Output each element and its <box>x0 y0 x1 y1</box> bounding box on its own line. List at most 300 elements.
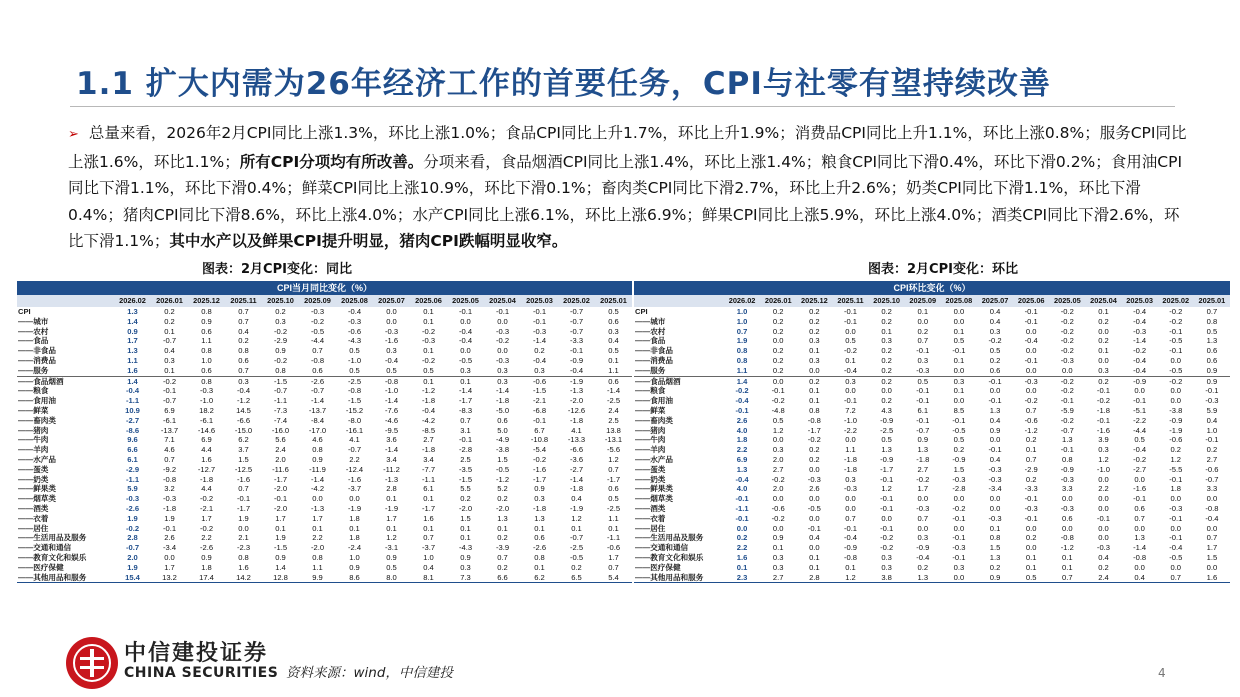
table-cell: 0.3 <box>941 376 977 386</box>
table-cell: 2.7 <box>423 435 434 445</box>
table-cell: -0.4 <box>421 405 436 415</box>
table-cell: 0.4 <box>989 307 1001 316</box>
table-cell: -2.8 <box>952 484 966 494</box>
table-cell: 5.2 <box>497 484 508 494</box>
table-cell: 0.2 <box>796 376 832 386</box>
table-cell: -0.3 <box>384 326 399 336</box>
table-cell: -0.1 <box>952 533 966 543</box>
table-row <box>17 455 632 465</box>
table-cell: 0.0 <box>953 316 965 326</box>
row-label: ——鲜果类 <box>635 484 673 494</box>
table-cell: 3.7 <box>238 445 249 455</box>
table-cell: 0.3 <box>1098 445 1109 455</box>
table-cell: 1.5 <box>460 513 471 523</box>
table-cell: -0.9 <box>952 454 966 464</box>
table-cell: 1.5 <box>953 464 965 474</box>
table-cell: -0.1 <box>162 386 177 396</box>
table-cell: -0.3 <box>125 494 140 504</box>
row-label: ——食品 <box>18 336 49 346</box>
table-cell: -0.2 <box>1049 376 1085 386</box>
table-cell: -0.7 <box>162 336 177 346</box>
row-label: ——畜肉类 <box>18 415 56 425</box>
table-cell: 1.3 <box>1134 533 1145 543</box>
table-cell: 0.0 <box>1062 365 1073 375</box>
table-cell: -2.6 <box>125 503 140 513</box>
table-cell: 2.1 <box>238 533 249 543</box>
table-cell: -0.8 <box>373 376 410 386</box>
table-cell: -0.1 <box>735 494 749 504</box>
table-cell: 1.9 <box>736 336 748 346</box>
column-header: 2025.09 <box>299 295 336 307</box>
table-cell: 2.2 <box>201 533 212 543</box>
table-cell: 3.1 <box>460 425 471 435</box>
table-cell: -0.2 <box>1133 346 1147 356</box>
table-cell: 4.1 <box>571 425 582 435</box>
table-cell: 1.6 <box>201 454 212 464</box>
table-cell: 4.4 <box>201 445 212 455</box>
table-cell: 1.1 <box>608 513 619 523</box>
column-header: 2025.03 <box>521 295 558 307</box>
table-cell: -1.8 <box>916 454 930 464</box>
table-row <box>17 317 632 327</box>
table-cell: -0.4 <box>236 386 251 396</box>
table-cell: 0.0 <box>1098 494 1109 504</box>
table-cell: 1.8 <box>736 435 748 445</box>
table-cell: -0.6 <box>521 376 558 386</box>
table-cell: -0.3 <box>495 355 510 365</box>
table-cell: -0.2 <box>1060 336 1074 346</box>
table-cell: 1.7 <box>164 562 175 572</box>
right-table-caption: 图表：2月CPI变化：环比 <box>868 262 1018 277</box>
table-cell: -9.2 <box>162 464 177 474</box>
table-cell: -0.2 <box>1060 307 1074 316</box>
table-cell: 0.9 <box>1194 376 1230 386</box>
table-cell: -12.4 <box>345 464 364 474</box>
table-cell: -1.1 <box>421 474 436 484</box>
table-row <box>17 356 632 366</box>
table-cell: 6.1 <box>127 454 138 464</box>
table-cell: -0.2 <box>1060 386 1074 396</box>
table-cell: -1.2 <box>236 396 251 406</box>
table-cell: -0.1 <box>1060 396 1074 406</box>
table-cell: -8.4 <box>310 415 325 425</box>
table-cell: 1.3 <box>127 346 138 356</box>
table-cell: 0.2 <box>881 307 892 316</box>
table-cell: 6.5 <box>558 573 595 583</box>
table-cell: -2.1 <box>532 396 547 406</box>
table-cell: 4.3 <box>881 405 892 415</box>
table-cell: 0.1 <box>423 346 434 356</box>
table-cell: 0.6 <box>201 365 212 375</box>
table-cell: 1.9 <box>164 513 175 523</box>
table-cell: -0.3 <box>952 543 966 553</box>
table-cell: 2.2 <box>736 445 748 455</box>
table-cell: 0.0 <box>989 386 1001 396</box>
table-row <box>17 484 632 494</box>
table-cell: -1.7 <box>606 474 621 484</box>
table-cell: 0.8 <box>275 365 286 375</box>
table-cell: -4.9 <box>495 435 510 445</box>
table-cell: -1.4 <box>495 386 510 396</box>
table-cell: -0.1 <box>1096 386 1111 396</box>
table-row <box>634 346 1230 356</box>
table-cell: 0.2 <box>164 307 175 316</box>
table-cell: -2.5 <box>606 396 621 406</box>
table-cell: 0.2 <box>534 346 545 356</box>
table-cell: -3.8 <box>1169 405 1183 415</box>
table-cell: -0.1 <box>916 346 930 356</box>
table-cell: -2.1 <box>199 503 214 513</box>
table-cell: 2.6 <box>809 484 820 494</box>
table-cell: -2.0 <box>458 503 473 513</box>
table-cell: 0.5 <box>423 365 434 375</box>
table-cell: -0.5 <box>569 552 584 562</box>
table-cell: -1.9 <box>569 503 584 513</box>
table-row <box>17 346 632 356</box>
table-cell: 1.2 <box>1098 454 1109 464</box>
row-label: ——蛋类 <box>18 464 49 474</box>
table-cell: -2.3 <box>236 543 251 553</box>
table-cell: 0.0 <box>497 316 508 326</box>
table-cell: 0.1 <box>809 396 820 406</box>
table-cell: 0.8 <box>736 355 748 365</box>
table-cell: -0.4 <box>916 552 930 562</box>
table-cell: 0.2 <box>164 316 175 326</box>
row-label: ——鲜菜 <box>18 405 49 415</box>
table-cell: 1.3 <box>736 464 748 474</box>
table-cell: 0.5 <box>608 307 619 316</box>
table-cell: 0.0 <box>386 307 397 316</box>
table-cell: 0.1 <box>423 494 434 504</box>
table-cell: 0.3 <box>275 316 286 326</box>
table-cell: 0.0 <box>736 523 748 533</box>
table-cell: -0.1 <box>1024 494 1038 504</box>
table-cell: -12.6 <box>567 405 586 415</box>
table-cell: 0.0 <box>1170 562 1182 572</box>
table-cell: -0.2 <box>880 533 894 543</box>
table-cell: -5.0 <box>495 405 510 415</box>
table-cell: -0.7 <box>569 316 584 326</box>
table-cell: -0.4 <box>1133 365 1147 375</box>
table-cell: 1.7 <box>917 484 929 494</box>
table-cell: 3.3 <box>1206 484 1218 494</box>
table-cell: 0.0 <box>989 435 1001 445</box>
table-cell: -2.8 <box>458 445 473 455</box>
table-cell: 5.0 <box>497 425 508 435</box>
table-cell: 0.2 <box>869 376 905 386</box>
row-label: ——畜肉类 <box>635 415 673 425</box>
table-cell: 0.0 <box>772 336 784 346</box>
table-cell: -1.9 <box>384 503 399 513</box>
column-header: 2025.11 <box>225 295 262 307</box>
table-cell: 6.2 <box>238 435 249 445</box>
table-cell: -1.5 <box>273 543 288 553</box>
table-cell: 0.0 <box>1098 474 1109 484</box>
table-cell: 0.2 <box>736 533 748 543</box>
table-cell: -1.0 <box>1096 464 1111 474</box>
table-cell: 1.0 <box>736 316 748 326</box>
table-cell: -0.3 <box>495 326 510 336</box>
summary-paragraph <box>68 120 1188 255</box>
table-row <box>634 317 1230 327</box>
table-cell: 0.3 <box>386 346 397 356</box>
table-cell: 0.7 <box>845 513 856 523</box>
table-cell: 1.2 <box>772 425 784 435</box>
table-cell: 0.9 <box>386 552 397 562</box>
table-cell: -0.1 <box>1169 533 1183 543</box>
table-cell: 0.0 <box>1025 326 1037 336</box>
row-label: ——医疗保健 <box>18 562 64 572</box>
table-cell: -0.1 <box>569 346 584 356</box>
table-cell: -0.3 <box>310 307 325 316</box>
table-cell: 0.3 <box>164 355 175 365</box>
table-cell: 0.1 <box>164 365 175 375</box>
row-label: ——牛肉 <box>18 435 49 445</box>
table-cell: -3.6 <box>569 454 584 464</box>
table-row <box>17 524 632 534</box>
china-securities-logo-icon <box>66 637 118 689</box>
table-cell: 0.8 <box>238 346 249 356</box>
row-label: ——服务 <box>18 365 49 375</box>
table-cell: -0.9 <box>843 543 858 553</box>
table-cell: -12.7 <box>197 464 216 474</box>
table-cell: -1.0 <box>347 355 362 365</box>
table-cell: -0.1 <box>880 494 894 504</box>
table-cell: -0.1 <box>916 386 930 396</box>
table-cell: -0.9 <box>880 454 894 464</box>
table-cell: -0.1 <box>1024 316 1038 326</box>
table-cell: 3.6 <box>386 435 397 445</box>
table-cell: -2.9 <box>125 464 140 474</box>
table-cell: 1.1 <box>608 365 619 375</box>
table-cell: -0.2 <box>421 355 436 365</box>
table-cell: 0.5 <box>989 346 1001 356</box>
table-cell: 0.2 <box>1098 316 1109 326</box>
table-cell: -0.4 <box>843 533 858 543</box>
table-cell: -0.1 <box>1096 415 1111 425</box>
table-cell: -0.2 <box>1169 307 1183 316</box>
table-cell: 2.2 <box>312 533 323 543</box>
column-header: 2025.06 <box>410 295 447 307</box>
table-cell: -2.0 <box>310 543 325 553</box>
table-cell: -2.5 <box>880 425 894 435</box>
table-cell: -0.2 <box>735 386 749 396</box>
table-cell: -13.1 <box>604 435 623 445</box>
table-cell: -0.3 <box>843 484 858 494</box>
table-cell: 0.1 <box>1025 552 1037 562</box>
table-cell: 0.0 <box>953 307 965 316</box>
table-cell: 0.6 <box>534 533 545 543</box>
table-cell: -0.1 <box>735 513 749 523</box>
table-cell: -2.0 <box>495 503 510 513</box>
brand-name-en: CHINA SECURITIES <box>124 665 279 681</box>
table-cell: -1.6 <box>1096 425 1111 435</box>
table-cell: 2.4 <box>275 445 286 455</box>
table-cell: 0.1 <box>989 523 1001 533</box>
table-cell: 0.1 <box>423 316 434 326</box>
column-header: 2025.12 <box>188 295 225 307</box>
table-cell: -0.7 <box>569 533 584 543</box>
table-cell: -0.3 <box>988 464 1002 474</box>
table-cell: -0.1 <box>1133 396 1147 406</box>
table-cell: 0.0 <box>941 573 977 583</box>
table-cell: 17.4 <box>188 573 225 583</box>
row-label: ——牛肉 <box>635 435 666 445</box>
column-header: 2026.01 <box>760 295 796 307</box>
table-row <box>17 336 632 346</box>
table-cell: -0.7 <box>1205 474 1219 484</box>
table-cell: 1.2 <box>386 533 397 543</box>
table-cell: -0.1 <box>532 415 547 425</box>
table-cell: -0.4 <box>1133 445 1147 455</box>
table-cell: 0.0 <box>845 503 856 513</box>
column-header: 2026.02 <box>114 295 151 307</box>
table-cell: 0.1 <box>275 523 286 533</box>
table-cell: -1.5 <box>458 474 473 484</box>
table-cell: -1.8 <box>495 396 510 406</box>
table-cell: 1.3 <box>917 445 929 455</box>
table-cell: -0.2 <box>1158 376 1194 386</box>
table-cell: 0.0 <box>1025 386 1037 396</box>
table-cell: -0.4 <box>458 326 473 336</box>
table-cell: -0.1 <box>1024 513 1038 523</box>
table-cell: -2.6 <box>199 543 214 553</box>
table-cell: 0.2 <box>1025 474 1037 484</box>
table-cell: 1.1 <box>312 562 323 572</box>
table-cell: 0.0 <box>460 346 471 356</box>
column-header: 2025.07 <box>977 295 1013 307</box>
table-cell: -0.1 <box>162 523 177 533</box>
table-cell: 0.6 <box>608 484 619 494</box>
table-cell: -1.2 <box>1060 543 1074 553</box>
table-cell: -11.9 <box>309 464 326 474</box>
column-header: 2025.09 <box>905 295 941 307</box>
table-row <box>634 416 1230 426</box>
table-cell: 0.9 <box>349 562 360 572</box>
table-row <box>634 553 1230 563</box>
table-cell: 0.1 <box>447 376 484 386</box>
column-header: 2025.04 <box>1085 295 1121 307</box>
table-cell: -8.6 <box>125 425 140 435</box>
table-cell: -0.2 <box>1060 415 1074 425</box>
table-cell: -0.5 <box>310 326 325 336</box>
table-cell: -0.2 <box>771 396 785 406</box>
table-cell: 0.4 <box>238 326 249 336</box>
table-cell: 7.1 <box>164 435 175 445</box>
table-row <box>634 366 1230 376</box>
table-cell: 0.0 <box>917 316 929 326</box>
table-cell: 0.2 <box>809 445 820 455</box>
table-cell: 0.0 <box>1206 494 1218 504</box>
column-header: 2025.05 <box>447 295 484 307</box>
table-cell: 0.1 <box>845 355 856 365</box>
column-header: 2025.10 <box>262 295 299 307</box>
table-cell: 1.8 <box>349 533 360 543</box>
table-cell: -1.0 <box>199 396 214 406</box>
table-cell: -1.1 <box>735 503 749 513</box>
table-cell: 0.2 <box>953 445 965 455</box>
table-cell: 1.5 <box>989 543 1001 553</box>
table-cell: 0.8 <box>238 552 249 562</box>
table-cell: 0.0 <box>1134 562 1145 572</box>
table-cell: 0.7 <box>1025 454 1037 464</box>
table-cell: -0.1 <box>843 316 858 326</box>
table-cell: -0.8 <box>162 474 177 484</box>
table-cell: 0.0 <box>1025 543 1037 553</box>
table-cell: -4.8 <box>771 405 785 415</box>
table-cell: -0.5 <box>495 464 510 474</box>
table-cell: -3.4 <box>162 543 177 553</box>
table-row <box>17 396 632 406</box>
table-cell: 0.0 <box>312 494 323 504</box>
table-cell: -1.4 <box>606 386 621 396</box>
table-cell: 1.1 <box>201 336 212 346</box>
row-label: ——烟草类 <box>635 494 673 504</box>
table-cell: -1.7 <box>880 464 894 474</box>
table-cell: -4.2 <box>310 484 325 494</box>
table-cell: -0.9 <box>1122 376 1158 386</box>
table-cell: -1.9 <box>1169 425 1183 435</box>
table-cell: 0.3 <box>497 365 508 375</box>
table-cell: 0.2 <box>881 346 892 356</box>
table-cell: -0.2 <box>1169 316 1183 326</box>
table-row <box>634 514 1230 524</box>
table-cell: -1.1 <box>125 474 140 484</box>
table-cell: 15.4 <box>114 573 151 583</box>
table-cell: 0.2 <box>809 316 820 326</box>
table-cell: -6.1 <box>162 415 177 425</box>
row-label: ——衣着 <box>18 513 49 523</box>
table-cell: 0.3 <box>608 326 619 336</box>
table-cell: 0.5 <box>349 346 360 356</box>
table-cell: 1.0 <box>736 307 748 316</box>
table-cell: 1.5 <box>238 454 249 464</box>
table-cell: -17.0 <box>308 425 327 435</box>
row-label: ——城市 <box>635 316 666 326</box>
table-cell: -0.4 <box>1133 316 1147 326</box>
table-cell: 0.0 <box>809 494 820 504</box>
table-cell: 0.2 <box>1025 435 1037 445</box>
table-cell: 7.3 <box>447 573 484 583</box>
table-cell: -0.3 <box>916 365 930 375</box>
table-cell: -2.0 <box>273 503 288 513</box>
table-cell: 0.9 <box>127 326 138 336</box>
table-cell: -1.8 <box>162 503 177 513</box>
table-cell: -0.3 <box>532 326 547 336</box>
table-cell: 2.8 <box>127 533 138 543</box>
table-cell: -0.1 <box>977 376 1013 386</box>
table-cell: -0.2 <box>273 355 288 365</box>
table-cell: 2.0 <box>127 552 138 562</box>
table-cell: 6.6 <box>484 573 521 583</box>
table-cell: 0.1 <box>423 523 434 533</box>
table-cell: 6.9 <box>736 454 748 464</box>
table-cell: -0.1 <box>1024 307 1038 316</box>
table-cell: 0.2 <box>881 355 892 365</box>
table-cell: 0.5 <box>1134 435 1145 445</box>
table-cell: 0.5 <box>953 336 965 346</box>
table-row <box>634 406 1230 416</box>
cpi-yoy-table <box>17 281 632 583</box>
table-cell: 0.0 <box>772 435 784 445</box>
table-cell: -0.7 <box>125 543 140 553</box>
table-cell: 0.6 <box>201 326 212 336</box>
table-cell: 0.9 <box>201 316 212 326</box>
table-cell: -0.1 <box>1060 445 1074 455</box>
table-cell: -16.1 <box>345 425 364 435</box>
table-cell: 1.9 <box>238 513 249 523</box>
table-cell: -0.7 <box>916 425 930 435</box>
